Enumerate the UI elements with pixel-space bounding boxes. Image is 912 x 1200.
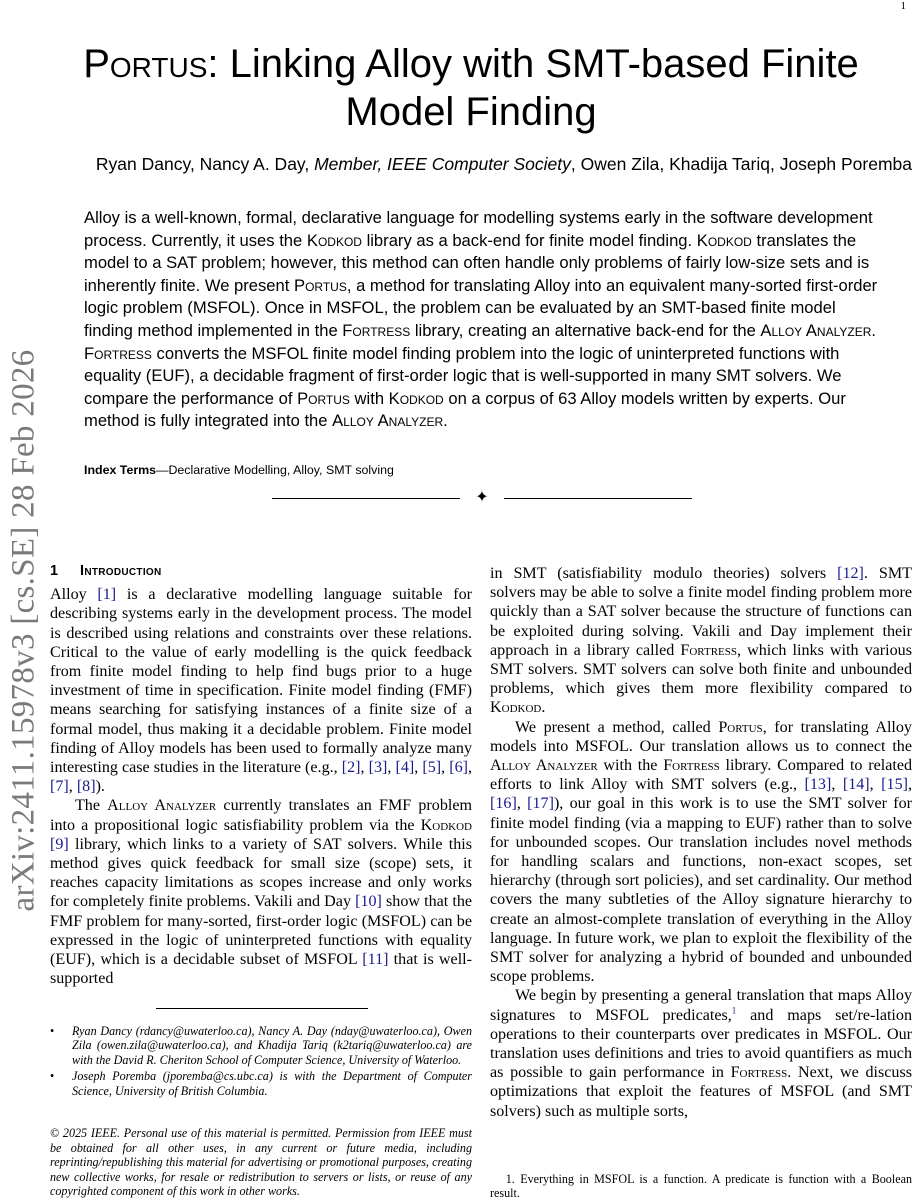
- tool-name-kodkod: Kodkod: [388, 388, 444, 408]
- paragraph-text: , for translating Alloy models into MSFOL. Our translation allows us to connect the: [490, 718, 912, 755]
- index-terms-label: Index Terms: [84, 463, 157, 477]
- tool-name-alloy-analyzer: Alloy Analyzer: [107, 797, 217, 815]
- divider-rule-left: [272, 498, 460, 499]
- citation-link[interactable]: [8]: [76, 778, 96, 796]
- separator: ,: [907, 776, 912, 794]
- left-column: [50, 562, 472, 988]
- citation-link[interactable]: [9]: [50, 835, 69, 853]
- abstract-text: with: [349, 388, 389, 408]
- tool-name-fortress: Fortress: [342, 320, 411, 340]
- paragraph: [50, 585, 472, 796]
- title-tool-name: Portus: [83, 42, 208, 86]
- citation-link[interactable]: [14]: [842, 776, 870, 794]
- paragraph-text: The: [74, 797, 108, 815]
- index-terms-list: Declarative Modelling, Alloy, SMT solving: [168, 463, 394, 477]
- copyright-notice: © 2025 IEEE. Personal use of this material is permitted. Permission from IEEE must be obtained for all other uses, in any current or future media, including reprinting/republishing this material for advertising or promotional purposes, creating new collective works, for resale or redistribution to servers or lists, or reuse of any copyrighted component of this work in other works.: [50, 1126, 472, 1199]
- paragraph-text: , which links with various SMT solvers. SMT solvers can solve both finite and unbounded problems, which gives them more flexibility compared to: [490, 641, 912, 698]
- tool-name-kodkod: Kodkod: [306, 230, 362, 250]
- footnote-rule: [156, 1008, 368, 1009]
- paragraph-text: and maps set/re-lation operations to their counterparts over predicates in MSFOL. Our translation uses definitions and tries to avoid quantifiers as much as possible to gain performance in: [490, 1006, 912, 1082]
- index-terms-dash: —: [156, 463, 169, 477]
- abstract-text: , a method for translating Alloy into an equivalent many-sorted first-order logic problem (MSFOL). Once in MSFOL, the problem can be evaluated by an SMT-based finite model finding method implemented in the: [84, 275, 878, 340]
- tool-name-portus: Portus: [294, 275, 347, 295]
- arxiv-identifier-text: arXiv:2411.15978v3 [cs.SE] 28 Feb 2026: [5, 349, 42, 911]
- separator: ,: [516, 795, 528, 813]
- tool-name-kodkod: Kodkod: [696, 230, 752, 250]
- affiliation-item: [50, 1069, 472, 1098]
- paragraph-text: library, which links to a variety of SAT solvers. While this method gives quick feedback for small size (scope) sets, it reaches capacity limitations as scopes increase and only works for completely finite problems. Vakili and Day: [50, 835, 472, 911]
- title-line-2: Model Finding: [345, 90, 597, 134]
- tool-name-kodkod: Kodkod: [420, 816, 472, 834]
- paragraph: [50, 796, 472, 988]
- tool-name-fortress: Fortress: [730, 1064, 788, 1082]
- abstract-text: converts the MSFOL finite model finding problem into the logic of uninterpreted functions with equality (EUF), a decidable fragment of first-order logic that is well-supported in many SMT solvers. We compare the performance of: [84, 343, 842, 408]
- separator: ,: [68, 778, 77, 796]
- paragraph-text: ), our goal in this work is to use the SMT solver for finite model finding (via a mapping to EUF) rather than to solve for unbounded scopes. Our translation includes novel methods for handling scalars and functions, non-exact scopes, set hierarchy (through sort policies), and set cardinality. Our method covers the many subtleties of the Alloy signature hierarchy to create an almost-complete translation of everything in the Alloy language. In future work, we plan to exploit the flexibility of the SMT solver for analyzing a hybrid of bounded and unbounded scope problems.: [490, 795, 912, 986]
- paragraph-text: library. Compared to related efforts to link Alloy with SMT solvers (e.g.,: [490, 757, 912, 794]
- affiliation-text: Joseph Poremba (jporemba@cs.ubc.ca) is with the Department of Computer Science, University of British Columbia.: [72, 1069, 472, 1098]
- paragraph-text: show that the FMF problem for many-sorted, first-order logic (MSFOL) can be expressed in the logic of uninterpreted functions with equality (EUF), which is a decidable subset of MSFOL: [50, 893, 473, 969]
- paragraph-text: .: [541, 699, 546, 717]
- bullet-icon: •: [50, 1024, 55, 1038]
- paragraph-text: currently translates an FMF problem into a propositional logic satisfiability problem via the: [50, 797, 473, 834]
- section-number: 1: [50, 563, 59, 579]
- separator: ,: [360, 759, 369, 777]
- paragraph-text: in SMT (satisfiability modulo theories) solvers: [490, 565, 838, 582]
- citation-link[interactable]: [5]: [422, 759, 442, 777]
- tool-name-fortress: Fortress: [663, 757, 720, 775]
- author-membership: Member, IEEE Computer Society: [314, 154, 571, 174]
- affiliation-item: [50, 1024, 472, 1067]
- citation-link[interactable]: [4]: [395, 759, 415, 777]
- citation-link[interactable]: [17]: [527, 795, 554, 813]
- right-column: [490, 564, 912, 1121]
- affiliation-text: Ryan Dancy (rdancy@uwaterloo.ca), Nancy A. Day (nday@uwaterloo.ca), Owen Zila (owen.zila@uwaterloo.ca), and Khadija Tariq (k2tariq@uwaterloo.ca) are with the David R. Cheriton School of Computer Science, University of Waterloo.: [72, 1024, 472, 1067]
- paragraph-text: We begin by presenting a general translation that maps Alloy signatures to MSFOL predicates,: [490, 987, 912, 1024]
- citation-link[interactable]: [16]: [490, 795, 517, 813]
- tool-name-kodkod: Kodkod: [490, 699, 542, 717]
- separator: ,: [468, 759, 473, 777]
- tool-name-alloy-analyzer: Alloy Analyzer: [490, 757, 598, 775]
- citation-link[interactable]: [3]: [368, 759, 388, 777]
- abstract-text: library, creating an alternative back-end for the: [410, 320, 761, 340]
- authors-part-2: , Owen Zila, Khadija Tariq, Joseph Poremba: [570, 154, 912, 174]
- abstract-text: library as a back-end for finite model finding.: [361, 230, 697, 250]
- footnote: [490, 1172, 912, 1200]
- abstract-text: on a corpus of 63 Alloy models written by experts. Our method is fully integrated into the: [84, 388, 846, 431]
- citation-link[interactable]: [15]: [881, 776, 908, 794]
- tool-name-portus: Portus: [297, 388, 350, 408]
- abstract-text: Alloy is a well-known, formal, declarative language for modelling systems early in the software development process. Currently, it uses the: [84, 208, 873, 250]
- tool-name-alloy-analyzer: Alloy Analyzer: [332, 411, 444, 431]
- separator: ,: [869, 776, 882, 794]
- citation-link[interactable]: [11]: [362, 951, 389, 969]
- paragraph: [490, 564, 912, 718]
- citation-link[interactable]: [7]: [50, 778, 69, 796]
- abstract-text: .: [871, 320, 877, 340]
- paragraph-text: We present a method, called: [514, 718, 719, 736]
- paragraph-text: Alloy: [50, 586, 98, 604]
- paragraph-text: is a declarative modelling language suitable for describing systems early in the development process. The model is described using relations and constraints over these relations. Critical to the value of early modelling is the quick feedback from finite model finding to help find bugs prior to a huge investment of time in specification. Finite model finding (FMF) means searching for satisfying instances of a finite size of a formal model, thus making it a decidable problem. Finite model finding of Alloy models has been used to formally analyze many interesting case studies in the literature (e.g.,: [50, 586, 472, 777]
- section-title: Introduction: [80, 563, 162, 579]
- paragraph: [490, 718, 912, 987]
- section-heading: [50, 562, 472, 581]
- abstract: [84, 207, 884, 433]
- arxiv-identifier-stamp[interactable]: [2, 320, 46, 940]
- footnote-number: 1.: [505, 1172, 515, 1186]
- paragraph: [490, 986, 912, 1120]
- paragraph-text: ).: [95, 778, 105, 796]
- separator: ,: [831, 776, 843, 794]
- author-list: [40, 154, 912, 175]
- citation-link[interactable]: [6]: [449, 759, 469, 777]
- tool-name-alloy-analyzer: Alloy Analyzer: [760, 320, 872, 340]
- footnote-text: Everything in MSFOL is a function. A predicate is function with a Boolean result.: [490, 1172, 912, 1200]
- separator: ,: [414, 759, 423, 777]
- four-point-star-icon: ✦: [475, 489, 489, 506]
- tool-name-fortress: Fortress: [680, 641, 737, 659]
- citation-link[interactable]: [12]: [837, 565, 864, 582]
- citation-link[interactable]: [10]: [355, 893, 382, 911]
- abstract-text: .: [443, 411, 448, 431]
- divider-rule-right: [504, 498, 692, 499]
- abstract-text: translates the model to a SAT problem; however, this method can often handle only problems of fairly low-size sets and is inherently finite. We present: [84, 230, 870, 295]
- citation-link[interactable]: [13]: [804, 776, 832, 794]
- title-line-1: : Linking Alloy with SMT-based Finite: [207, 42, 859, 86]
- paragraph-text: that is well-supported: [50, 951, 472, 988]
- paragraph-text: . SMT solvers may be able to solve a finite model finding problem more quickly than a SAT solver because the structure of functions can be exploited during solving. Vakili and Day implement their approach in a library called: [490, 565, 912, 659]
- citation-link[interactable]: [2]: [341, 759, 361, 777]
- author-affiliations: [50, 1024, 472, 1100]
- paper-title: [40, 40, 902, 136]
- page-number: 1: [900, 0, 906, 12]
- citation-link[interactable]: [1]: [97, 586, 117, 604]
- tool-name-fortress: Fortress: [84, 343, 152, 363]
- separator: ,: [387, 759, 396, 777]
- footnote-marker-link[interactable]: 1: [731, 1005, 737, 1016]
- section-divider: [272, 490, 692, 506]
- paragraph-text: with the: [597, 757, 664, 775]
- index-terms: [84, 463, 394, 477]
- bullet-icon: •: [50, 1069, 55, 1084]
- tool-name-portus: Portus: [718, 718, 763, 736]
- paragraph-text: . Next, we discuss optimizations that exploit the features of MSFOL (and SMT solvers) such as multiple sorts,: [490, 1064, 912, 1120]
- separator: ,: [441, 759, 450, 777]
- authors-part-1: Ryan Dancy, Nancy A. Day,: [95, 154, 315, 174]
